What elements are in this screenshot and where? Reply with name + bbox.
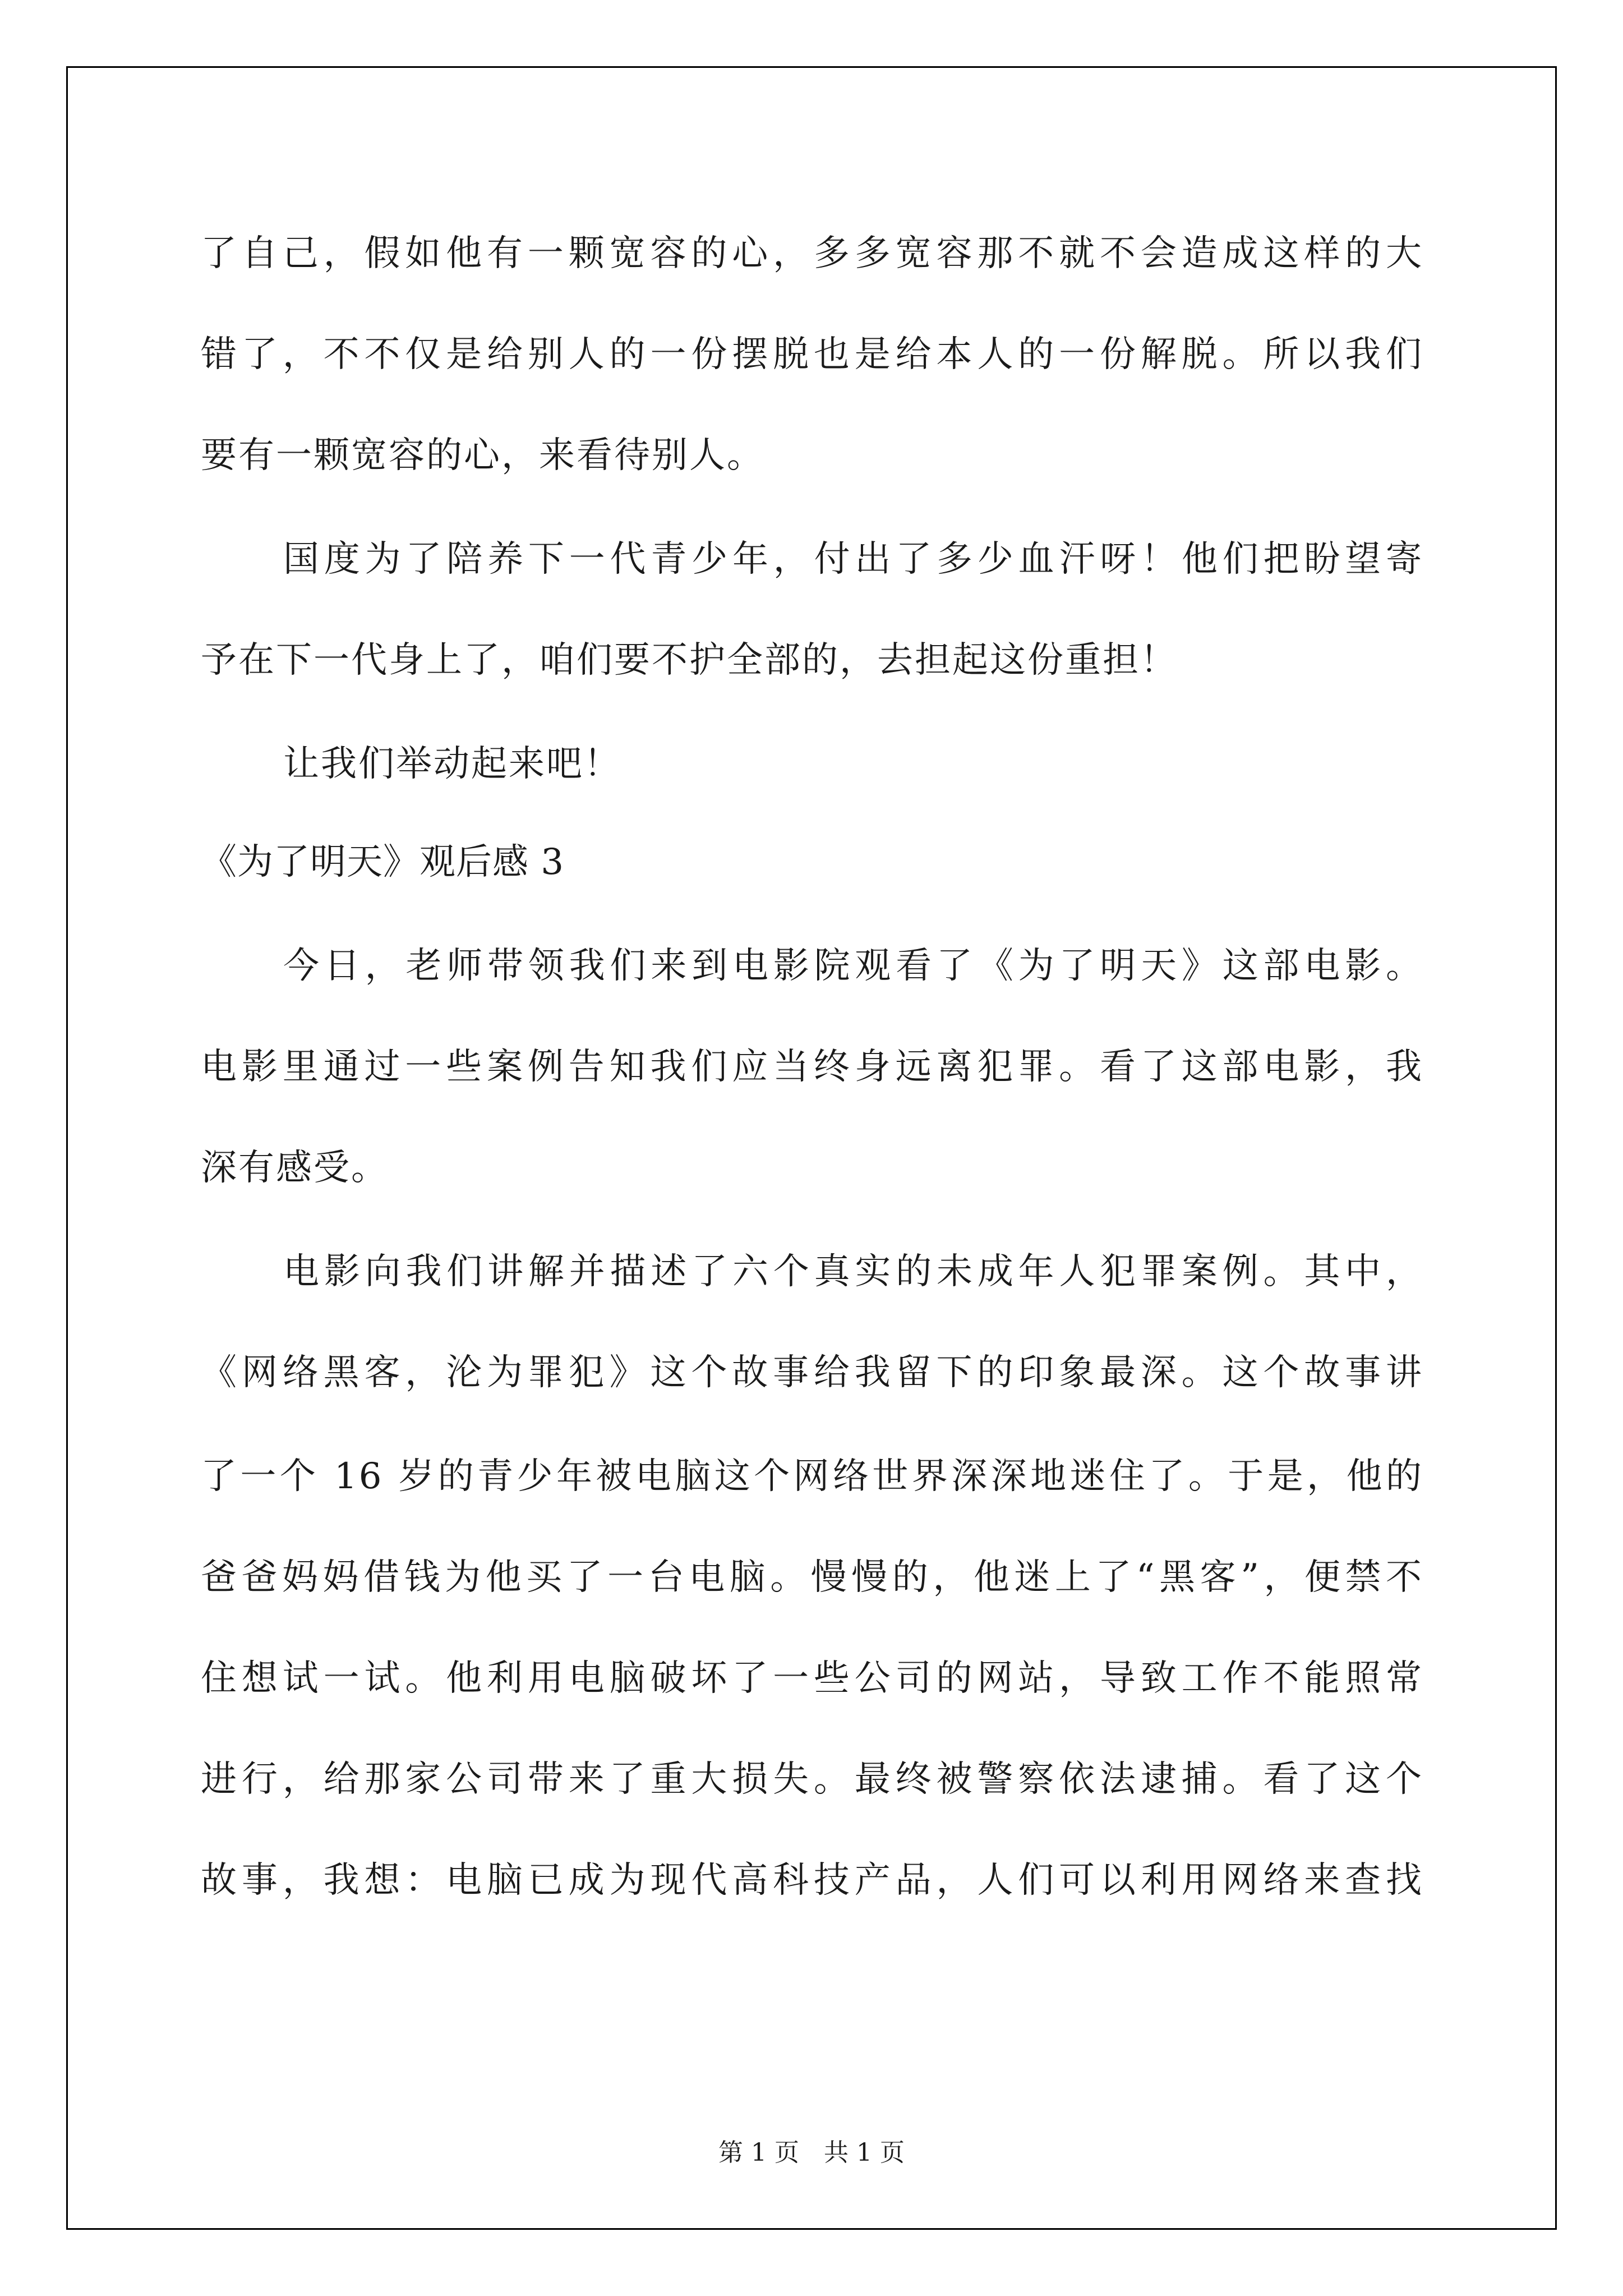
paragraph-line: 深有感受。 bbox=[201, 1147, 389, 1189]
section-heading: 《为了明天》观后感 3 bbox=[201, 841, 565, 883]
paragraph-line: 让我们举动起来吧！ bbox=[283, 743, 621, 785]
paragraph-line: 错了，不不仅是给别人的一份摆脱也是给本人的一份解脱。所以我们 bbox=[201, 334, 1423, 375]
paragraph-line: 住想试一试。他利用电脑破坏了一些公司的网站，导致工作不能照常 bbox=[201, 1658, 1423, 1699]
paragraph-line: 国度为了陪养下一代青少年，付出了多少血汗呀！他们把盼望寄 bbox=[283, 539, 1423, 580]
paragraph-line: 今日，老师带领我们来到电影院观看了《为了明天》这部电影。 bbox=[283, 945, 1423, 987]
paragraph-line: 了自己，假如他有一颗宽容的心，多多宽容那不就不会造成这样的大 bbox=[201, 233, 1423, 274]
paragraph-line: 《网络黑客，沦为罪犯》这个故事给我留下的印象最深。这个故事讲 bbox=[201, 1352, 1423, 1393]
paragraph-line: 进行，给那家公司带来了重大损失。最终被警察依法逮捕。看了这个 bbox=[201, 1759, 1423, 1800]
page-footer: 第 1 页 共 1 页 bbox=[718, 2138, 905, 2167]
paragraph-line: 电影里通过一些案例告知我们应当终身远离犯罪。看了这部电影，我 bbox=[201, 1046, 1423, 1088]
paragraph-line: 电影向我们讲解并描述了六个真实的未成年人犯罪案例。其中， bbox=[283, 1251, 1423, 1292]
paragraph-line: 予在下一代身上了，咱们要不护全部的，去担起这份重担！ bbox=[201, 639, 1178, 681]
paragraph-line: 故事，我想：电脑已成为现代高科技产品，人们可以利用网络来查找 bbox=[201, 1860, 1423, 1901]
paragraph-line: 爸爸妈妈借钱为他买了一台电脑。慢慢的，他迷上了“黑客”，便禁不 bbox=[201, 1557, 1423, 1598]
paragraph-line: 了一个 16 岁的青少年被电脑这个网络世界深深地迷住了。于是，他的 bbox=[201, 1456, 1423, 1497]
paragraph-line: 要有一颗宽容的心，来看待别人。 bbox=[201, 435, 764, 476]
